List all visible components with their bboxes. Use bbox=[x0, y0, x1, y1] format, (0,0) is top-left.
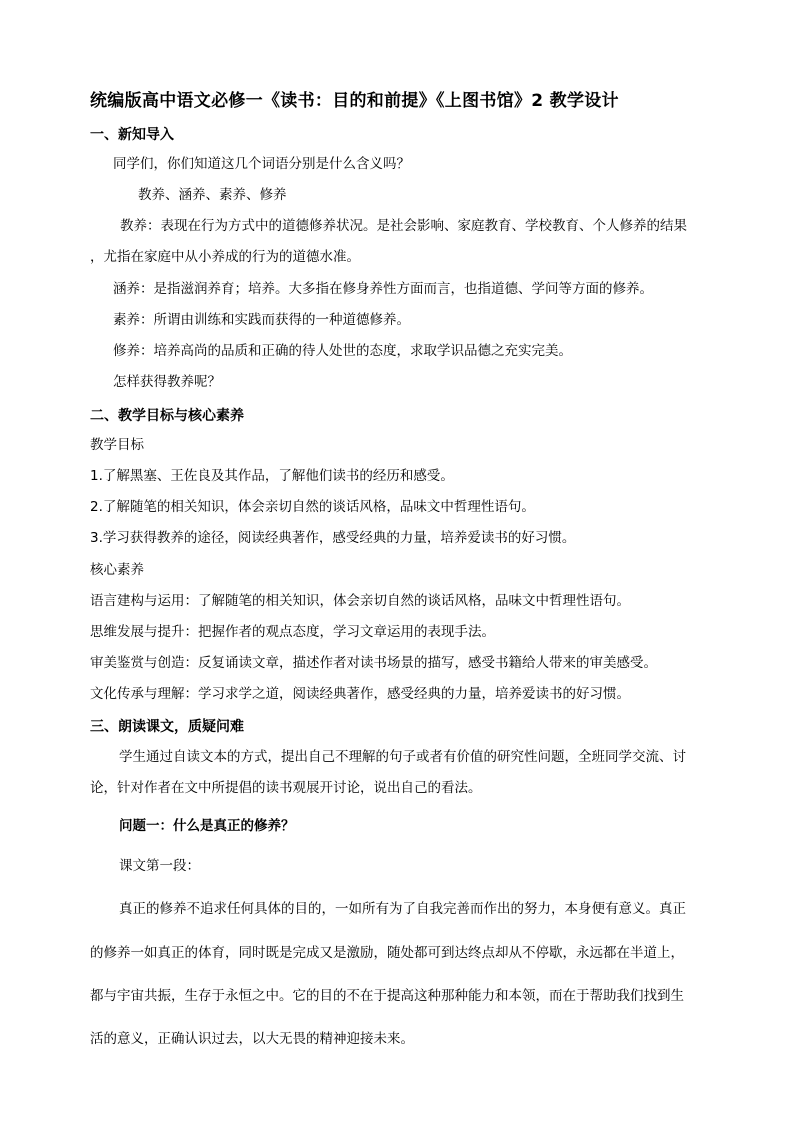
definition-jiaoyang-line1: 教养：表现在行为方式中的道德修养状况。是社会影响、家庭教育、学校教育、个人修养的结果 bbox=[120, 218, 687, 234]
how-question: 怎样获得教养呢？ bbox=[113, 374, 221, 390]
paragraph-line: 都与宇宙共振，生存于永恒之中。它的目的不在于提高这种那种能力和本领，而在于帮助我们找到生 bbox=[90, 988, 684, 1004]
document-title: 统编版高中语文必修一《读书：目的和前提》《上图书馆》2 教学设计 bbox=[90, 91, 619, 111]
intro-question: 同学们，你们知道这几个词语分别是什么含义吗？ bbox=[113, 156, 410, 172]
paragraph-line: 活的意义，正确认识过去，以大无畏的精神迎接未来。 bbox=[90, 1031, 414, 1047]
core-item: 语言建构与运用：了解随笔的相关知识，体会亲切自然的谈话风格，品味文中哲理性语句。 bbox=[90, 593, 630, 609]
definition-jiaoyang-line2: ，尤指在家庭中从小养成的行为的道德水准。 bbox=[90, 249, 360, 265]
goal-item: 3.学习获得教养的途径，阅读经典著作，感受经典的力量，培养爱读书的好习惯。 bbox=[90, 530, 576, 546]
goal-item: 1.了解黑塞、王佐良及其作品，了解他们读书的经历和感受。 bbox=[90, 468, 454, 484]
paragraph-label: 课文第一段： bbox=[119, 858, 200, 874]
goal-item: 2.了解随笔的相关知识，体会亲切自然的谈话风格，品味文中哲理性语句。 bbox=[90, 499, 535, 515]
definition-xiuyang: 修养：培养高尚的品质和正确的待人处世的态度，求取学识品德之充实完美。 bbox=[113, 343, 572, 359]
paragraph-line: 的修养一如真正的体育，同时既是完成又是激励，随处都可到达终点却从不停歇，永远都在半道上， bbox=[90, 945, 684, 961]
section3-intro-line2: 论，针对作者在文中所提倡的读书观展开讨论，说出自己的看法。 bbox=[90, 780, 482, 796]
section-heading-3: 三、朗读课文，质疑问难 bbox=[90, 719, 244, 735]
section-heading-2: 二、教学目标与核心素养 bbox=[90, 408, 244, 424]
section-heading-1: 一、新知导入 bbox=[90, 127, 174, 143]
paragraph-line: 真正的修养不追求任何具体的目的，一如所有为了自我完善而作出的努力，本身便有意义。真正 bbox=[119, 901, 686, 917]
core-item: 审美鉴赏与创造：反复诵读文章，描述作者对读书场景的描写，感受书籍给人带来的审美感受。 bbox=[90, 655, 657, 671]
question-one: 问题一：什么是真正的修养？ bbox=[119, 818, 295, 834]
definition-hanyang: 涵养：是指滋润养育；培养。大多指在修身养性方面而言，也指道德、学问等方面的修养。 bbox=[113, 281, 653, 297]
core-item: 文化传承与理解：学习求学之道，阅读经典著作，感受经典的力量，培养爱读书的好习惯。 bbox=[90, 686, 630, 702]
definition-suyang: 素养：所谓由训练和实践而获得的一种道德修养。 bbox=[113, 312, 410, 328]
core-label: 核心素养 bbox=[90, 562, 144, 578]
section3-intro-line1: 学生通过自读文本的方式，提出自己不理解的句子或者有价值的研究性问题，全班同学交流、讨 bbox=[119, 749, 686, 765]
goals-label: 教学目标 bbox=[90, 437, 144, 453]
vocab-words: 教养、涵养、素养、修养 bbox=[138, 187, 287, 203]
core-item: 思维发展与提升：把握作者的观点态度，学习文章运用的表现手法。 bbox=[90, 624, 495, 640]
